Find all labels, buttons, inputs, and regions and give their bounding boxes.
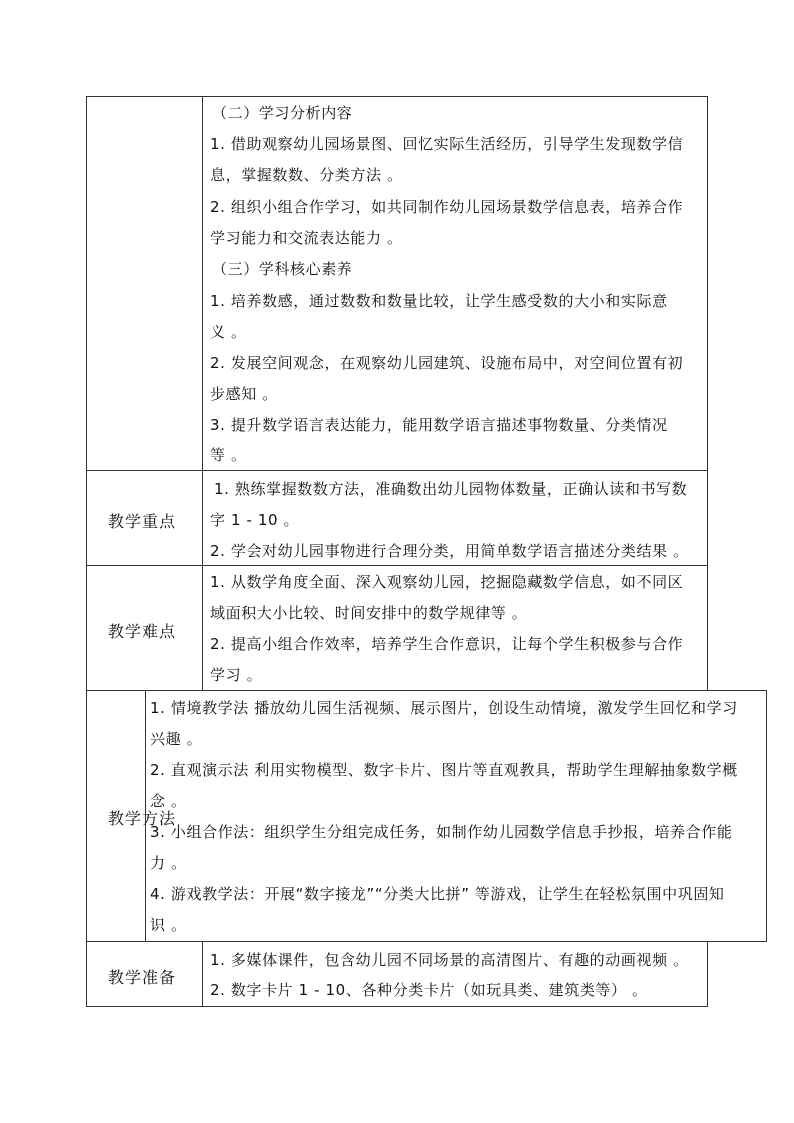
row-divider-1 [86, 470, 708, 471]
section-heading-core-literacy: （三）学科核心素养 [212, 260, 353, 278]
row-divider-3 [86, 690, 767, 691]
text-line: 力 。 [150, 854, 187, 872]
table-border-left [86, 96, 87, 1007]
text-line: 1. 培养数感，通过数数和数量比较，让学生感受数的大小和实际意 [210, 292, 668, 310]
text-line: 3. 小组合作法：组织学生分组完成任务，如制作幼儿园数学信息手抄报，培养合作能 [150, 823, 733, 841]
text-line: 息，掌握数数、分类方法 。 [210, 166, 403, 184]
text-line: 1. 情境教学法 播放幼儿园生活视频、展示图片，创设生动情境，激发学生回忆和学习 [150, 699, 738, 717]
methods-label: 教学方法 [108, 809, 177, 828]
text-line: 步感知 。 [210, 385, 278, 403]
row-divider-4 [86, 941, 767, 942]
text-line: 4. 游戏教学法：开展“数字接龙”“分类大比拼” 等游戏，让学生在轻松氛围中巩固知 [150, 885, 725, 903]
row-divider-2 [86, 565, 708, 566]
text-line: 等 。 [210, 446, 247, 464]
text-line: 1. 借助观察幼儿园场景图、回忆实际生活经历，引导学生发现数学信 [210, 135, 684, 153]
column-divider-upper [202, 96, 203, 691]
text-line: 1. 从数学角度全面、深入观察幼儿园，挖掘隐藏数学信息，如不同区 [210, 573, 684, 591]
column-divider-preparation [202, 941, 203, 1007]
text-line: 2. 数字卡片 1 - 10、各种分类卡片（如玩具类、建筑类等） 。 [210, 981, 648, 999]
table-border-right-lower [707, 941, 708, 1007]
text-line: 1. 熟练掌握数数方法，准确数出幼儿园物体数量，正确认读和书写数 [214, 480, 688, 498]
difficulties-label: 教学难点 [108, 622, 177, 641]
text-line: 1. 多媒体课件，包含幼儿园不同场景的高清图片、有趣的动画视频 。 [210, 951, 689, 969]
text-line: 字 1 - 10 。 [210, 511, 300, 529]
text-line: 学习 。 [210, 666, 263, 684]
text-line: 2. 直观演示法 利用实物模型、数字卡片、图片等直观教具，帮助学生理解抽象数学概 [150, 761, 738, 779]
text-line: 义 。 [210, 323, 247, 341]
text-line: 2. 学会对幼儿园事物进行合理分类，用简单数学语言描述分类结果 。 [210, 542, 689, 560]
text-line: 学习能力和交流表达能力 。 [210, 229, 403, 247]
text-line: 念 。 [150, 792, 187, 810]
text-line: 2. 组织小组合作学习，如共同制作幼儿园场景数学信息表，培养合作 [210, 198, 684, 216]
text-line: 兴趣 。 [150, 730, 203, 748]
key-points-label: 教学重点 [108, 512, 177, 531]
section-heading-learning-analysis: （二）学习分析内容 [212, 104, 353, 122]
text-line: 域面积大小比较、时间安排中的数学规律等 。 [210, 604, 528, 622]
text-line: 3. 提升数学语言表达能力，能用数学语言描述事物数量、分类情况 [210, 416, 668, 434]
text-line: 2. 发展空间观念，在观察幼儿园建筑、设施布局中，对空间位置有初 [210, 354, 684, 372]
text-line: 2. 提高小组合作效率，培养学生合作意识，让每个学生积极参与合作 [210, 635, 684, 653]
table-border-bottom [86, 1006, 708, 1007]
table-border-top [86, 96, 708, 97]
table-border-right-upper [707, 96, 708, 691]
table-border-right-methods [766, 690, 767, 942]
text-line: 识 。 [150, 916, 187, 934]
preparation-label: 教学准备 [108, 968, 177, 987]
